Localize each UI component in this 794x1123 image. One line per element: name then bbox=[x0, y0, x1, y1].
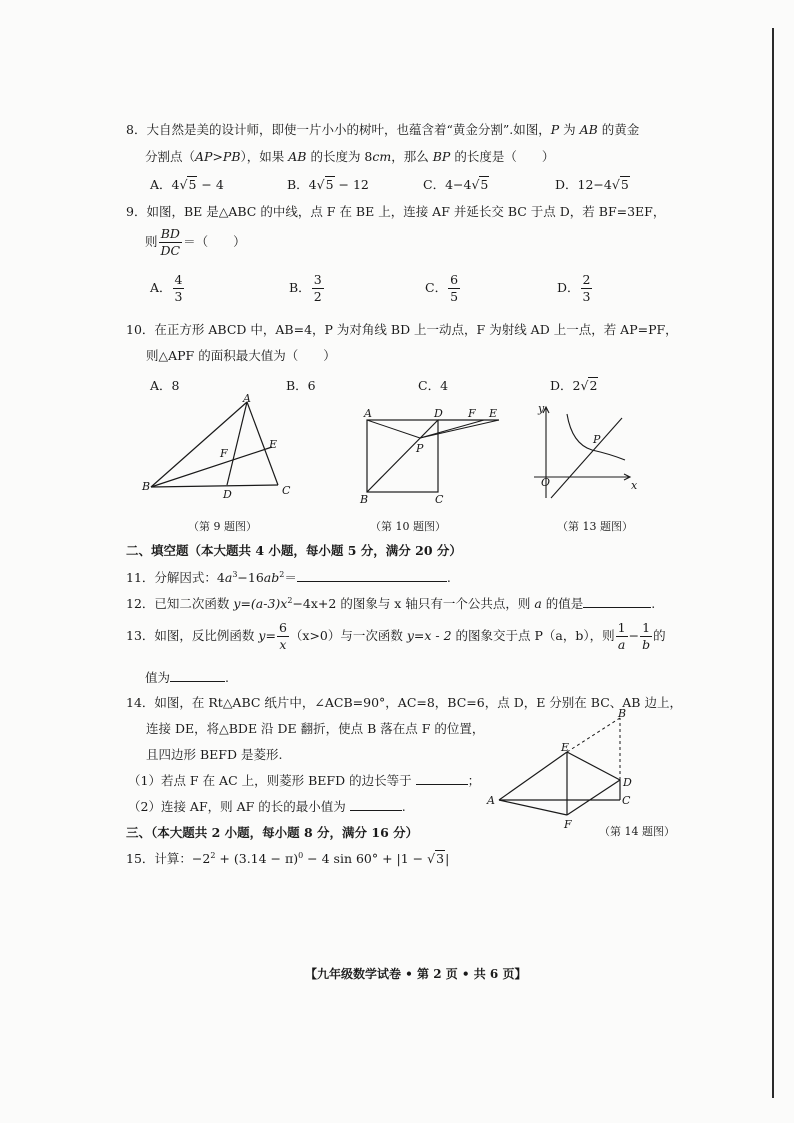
q15: 15．计算：$-2^2 + (3.14 - \pi)^0 - 4$ sin 60° + |1 − √3| bbox=[126, 850, 450, 866]
fig13-label-p: P bbox=[593, 433, 601, 446]
fig9-label-e: E bbox=[269, 438, 278, 451]
fig10-label-f: F bbox=[468, 407, 476, 420]
fig9-label-a: A bbox=[243, 393, 251, 405]
fig14-label-e: E bbox=[561, 741, 570, 754]
q10-option-a: A．8 bbox=[150, 378, 180, 393]
fig14-label-d: D bbox=[623, 776, 632, 789]
q14-sub1: （1）若点 F 在 AC 上，则菱形 BEFD 的边长等于 ； bbox=[128, 773, 481, 788]
fig10-label-d: D bbox=[434, 407, 443, 420]
fig13-label-x: x bbox=[631, 479, 638, 492]
q13-line2: 值为 . bbox=[145, 670, 229, 685]
fig9-label-d: D bbox=[223, 488, 232, 501]
fig13-label-o: O bbox=[541, 476, 551, 489]
fig10-label-a: A bbox=[364, 407, 372, 420]
q9-option-c: C． $\frac{6}{5}$ bbox=[425, 272, 459, 304]
q8-option-a: A．4√5 − 4 bbox=[150, 177, 224, 192]
figure-10 bbox=[356, 403, 508, 507]
q11-answer-blank[interactable] bbox=[297, 569, 447, 582]
q8-option-c: C．4−4√5 bbox=[423, 177, 489, 192]
fig14-label-f: F bbox=[564, 818, 572, 830]
q8-line1: 8．大自然是美的设计师，即使一片小小的树叶，也蕴含着“黄金分割”.如图，P 为 AB 的黄金 bbox=[126, 122, 640, 137]
q14-sub2: （2）连接 AF，则 AF 的长的最小值为 . bbox=[128, 799, 406, 814]
section-3-heading: 三、（本大题共 2 小题，每小题 8 分，满分 16 分） bbox=[126, 825, 419, 840]
q14-line3: 且四边形 BEFD 是菱形. bbox=[146, 747, 283, 762]
q8-option-b: B．4√5 − 12 bbox=[287, 177, 369, 192]
q8-line2: 分割点（AP>PB），如果 AB 的长度为 8cm，那么 BP 的长度是（ ） bbox=[145, 149, 555, 164]
fig10-label-p: P bbox=[416, 442, 424, 455]
q14-sub1-answer-blank[interactable] bbox=[416, 772, 468, 785]
page-footer: 【九年级数学试卷 • 第 2 页 • 共 6 页】 bbox=[305, 967, 527, 981]
q13-answer-blank[interactable] bbox=[170, 669, 225, 682]
fig14-label-c: C bbox=[622, 794, 631, 807]
fig10-label-c: C bbox=[435, 493, 444, 506]
fig9-label-b: B bbox=[142, 480, 151, 493]
q9-ask: 则 $\frac{BD}{DC}$ ＝（ ） bbox=[145, 226, 246, 258]
q14-sub2-answer-blank[interactable] bbox=[350, 798, 402, 811]
fig9-label-f: F bbox=[220, 447, 228, 460]
q12: 12．已知二次函数 $y=(a-3)x^2-4x+2$ 的图象与 x 轴只有一个公共点，则 a 的值是 . bbox=[126, 595, 656, 611]
fig14-label-a: A bbox=[487, 794, 495, 807]
q8-option-d: D．12−4√5 bbox=[555, 177, 629, 192]
figure-14 bbox=[484, 708, 644, 830]
q9-line1: 9．如图，BE 是△ABC 的中线，点 F 在 BE 上，连接 AF 并延长交 BC 于点 D，若 BF=3EF， bbox=[126, 204, 666, 219]
figure-9 bbox=[140, 393, 300, 505]
fig13-caption: （第 13 题图） bbox=[557, 520, 633, 533]
fig14-label-b: B bbox=[618, 708, 627, 720]
fig10-label-b: B bbox=[360, 493, 369, 506]
q11: 11．分解因式：$4a^3-16ab^2=$ . bbox=[126, 569, 451, 585]
fig14-caption: （第 14 题图） bbox=[599, 825, 675, 838]
q10-option-d: D．2√2 bbox=[550, 378, 598, 393]
q12-answer-blank[interactable] bbox=[583, 595, 651, 608]
fig9-caption: （第 9 题图） bbox=[188, 520, 257, 533]
q10-line1: 10．在正方形 ABCD 中，AB=4，P 为对角线 BD 上一动点，F 为射线 AD 上一点，若 AP=PF， bbox=[126, 322, 678, 337]
fig10-caption: （第 10 题图） bbox=[370, 520, 446, 533]
scan-edge bbox=[772, 28, 774, 1098]
fig13-label-y: y bbox=[538, 402, 545, 415]
fig10-label-e: E bbox=[489, 407, 498, 420]
q14-line1: 14．如图，在 Rt△ABC 纸片中，∠ACB=90°，AC=8，BC=6，点 D，E 分别在 BC、AB 边上， bbox=[126, 695, 682, 710]
figure-13 bbox=[530, 400, 642, 510]
q10-option-b: B．6 bbox=[286, 378, 316, 393]
q9-option-d: D． $\frac{2}{3}$ bbox=[557, 272, 591, 304]
q10-line2: 则△APF 的面积最大值为（ ） bbox=[146, 348, 336, 363]
q14-line2: 连接 DE，将△BDE 沿 DE 翻折，使点 B 落在点 F 的位置， bbox=[146, 721, 485, 736]
q9-option-a: A． $\frac{4}{3}$ bbox=[150, 272, 183, 304]
fig9-label-c: C bbox=[282, 484, 291, 497]
q10-option-c: C．4 bbox=[418, 378, 449, 393]
section-2-heading: 二、填空题（本大题共 4 小题，每小题 5 分，满分 20 分） bbox=[126, 543, 462, 558]
q9-option-b: B． $\frac{3}{2}$ bbox=[289, 272, 322, 304]
q13-line1: 13．如图，反比例函数 y= $\frac{6}{x}$ （x>0）与一次函数 y=x - 2 的图象交于点 P（a，b），则 $\frac{1}{a}$ − $\frac{1}{b}$ 的 bbox=[126, 620, 666, 652]
